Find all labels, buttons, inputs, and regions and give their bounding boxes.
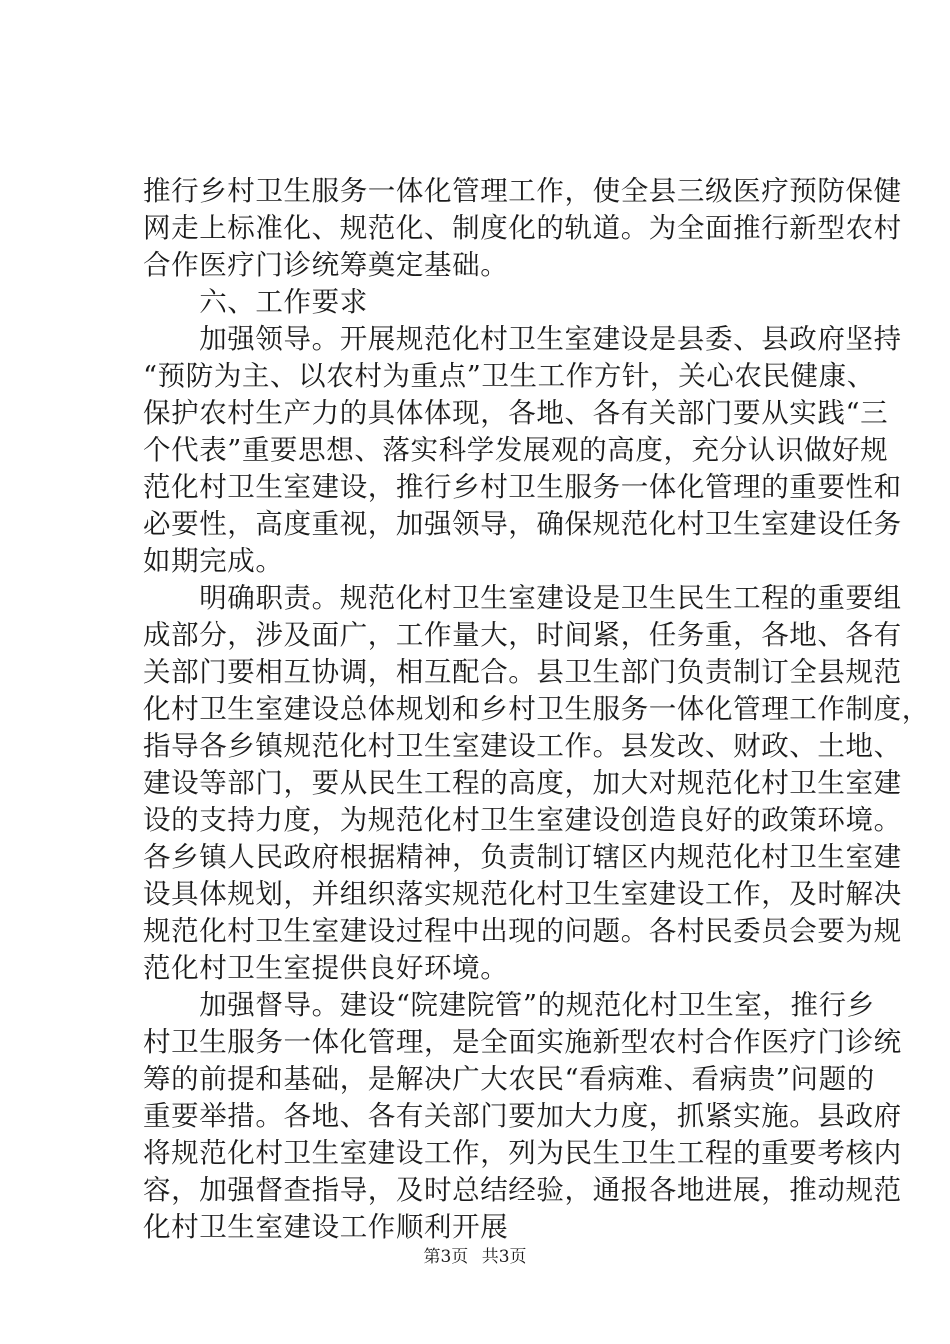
- text-line: 设具体规划，并组织落实规范化村卫生室建设工作，及时解决: [143, 878, 902, 910]
- text-line: 建设等部门，要从民生工程的高度，加大对规范化村卫生室建: [143, 767, 902, 799]
- text-line: 加强督导。建设“院建院管”的规范化村卫生室，推行乡: [143, 989, 875, 1021]
- text-line: 范化村卫生室提供良好环境。: [143, 952, 509, 984]
- text-line: 网走上标准化、规范化、制度化的轨道。为全面推行新型农村: [143, 212, 902, 244]
- text-line: 村卫生服务一体化管理，是全面实施新型农村合作医疗门诊统: [143, 1026, 902, 1058]
- text-line: 容，加强督查指导，及时总结经验，通报各地进展，推动规范: [143, 1174, 902, 1206]
- text-line: 设的支持力度，为规范化村卫生室建设创造良好的政策环境。: [143, 804, 902, 836]
- page-total: 共3页: [481, 1247, 527, 1267]
- text-line: 指导各乡镇规范化村卫生室建设工作。县发改、财政、土地、: [143, 730, 902, 762]
- text-line: 化村卫生室建设总体规划和乡村卫生服务一体化管理工作制度，: [143, 693, 930, 725]
- text-line: 重要举措。各地、各有关部门要加大力度，抓紧实施。县政府: [143, 1100, 902, 1132]
- text-line: 关部门要相互协调，相互配合。县卫生部门负责制订全县规范: [143, 656, 902, 688]
- text-line: 成部分，涉及面广，工作量大，时间紧，任务重，各地、各有: [143, 619, 902, 651]
- page-number: 第3页: [423, 1247, 469, 1267]
- text-line: 如期完成。: [143, 545, 284, 577]
- text-line: 加强领导。开展规范化村卫生室建设是县委、县政府坚持: [143, 323, 902, 355]
- text-line: 保护农村生产力的具体体现，各地、各有关部门要从实践“三: [143, 397, 889, 429]
- text-line: 明确职责。规范化村卫生室建设是卫生民生工程的重要组: [143, 582, 902, 614]
- text-line: 规范化村卫生室建设过程中出现的问题。各村民委员会要为规: [143, 915, 902, 947]
- text-line: 各乡镇人民政府根据精神，负责制订辖区内规范化村卫生室建: [143, 841, 902, 873]
- text-line: 范化村卫生室建设，推行乡村卫生服务一体化管理的重要性和: [143, 471, 902, 503]
- text-line: 个代表”重要思想、落实科学发展观的高度，充分认识做好规: [143, 434, 889, 466]
- text-line: 合作医疗门诊统筹奠定基础。: [143, 249, 509, 281]
- text-line: “预防为主、以农村为重点”卫生工作方针，关心农民健康、: [143, 360, 875, 392]
- document-body: [143, 173, 930, 1246]
- text-line: 筹的前提和基础，是解决广大农民“看病难、看病贵”问题的: [143, 1063, 875, 1095]
- text-line: 化村卫生室建设工作顺利开展: [143, 1211, 509, 1243]
- page-footer: [0, 1246, 950, 1268]
- text-line: 推行乡村卫生服务一体化管理工作，使全县三级医疗预防保健: [143, 175, 902, 207]
- text-line: 必要性，高度重视，加强领导，确保规范化村卫生室建设任务: [143, 508, 902, 540]
- text-line: 六、工作要求: [143, 286, 368, 318]
- text-line: 将规范化村卫生室建设工作，列为民生卫生工程的重要考核内: [143, 1137, 902, 1169]
